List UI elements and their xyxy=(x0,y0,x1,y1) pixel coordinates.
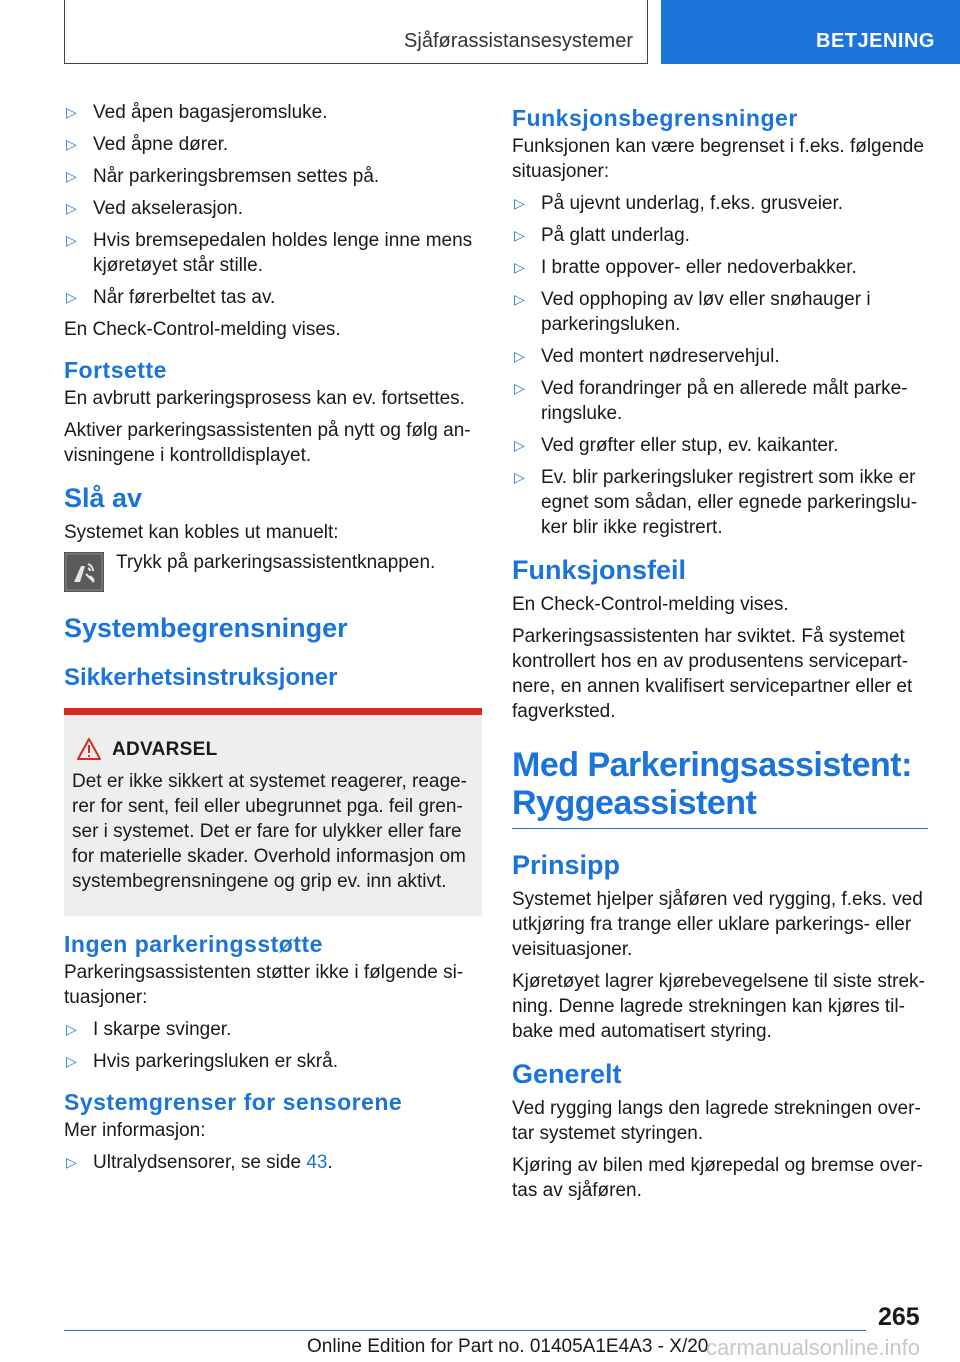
header-chapter-box xyxy=(64,0,648,64)
list-item: ▷ Ved akselerasjon. xyxy=(66,198,243,219)
heading-funksjonsfeil: Funksjonsfeil xyxy=(512,555,687,585)
check-control-text: En Check-Control-melding vises. xyxy=(64,319,341,340)
bullet-triangle-icon: ▷ xyxy=(66,289,77,305)
bullet-triangle-icon: ▷ xyxy=(66,136,77,152)
header-chapter: Sjåførassistansesystemer xyxy=(404,30,633,52)
bullet-triangle-icon: ▷ xyxy=(66,200,77,216)
paragraph: Kjøretøyet lagrer kjørebevegelsene til siste strekning. Denne lagrede strekningen kan kjøres tilbake med automatisert styring. xyxy=(512,971,925,1042)
footer-edition: Online Edition for Part no. 01405A1E4A3 - X/20 xyxy=(307,1336,709,1357)
warning-header xyxy=(72,737,472,763)
paragraph: Kjøring av bilen med kjørepedal og bremse overtas av sjåføren. xyxy=(512,1155,923,1201)
heading-ingen-parkeringsstotte: Ingen parkeringsstøtte xyxy=(64,931,323,957)
heading-generelt: Generelt xyxy=(512,1059,622,1089)
button-instruction-row xyxy=(64,552,482,598)
page-reference-link[interactable]: 43 xyxy=(306,1152,328,1173)
bullet-triangle-icon: ▷ xyxy=(66,104,77,120)
list-item: ▷ Ved åpen bagasjeromsluke. xyxy=(66,102,328,123)
paragraph: Ved rygging langs den lagrede strekningen overtar systemet styringen. xyxy=(512,1098,921,1144)
bullet-list-funkbeg xyxy=(512,191,928,540)
left-column xyxy=(64,100,482,1182)
heading-prinsipp: Prinsipp xyxy=(512,850,621,880)
list-item: ▷ Hvis bremsepedalen holdes lenge inne mens kjøretøyet står stille. xyxy=(66,230,473,276)
warning-label: ADVARSEL xyxy=(112,739,218,760)
warning-text: Det er ikke sikkert at systemet reagerer, reagerer for sent, feil eller ubegrunnet pga. feil grenser i systemet. Det er fare for ulykker eller fare for materielle skader. Overhold informasjon om systembegrensningene og grip ev. inn aktivt. xyxy=(72,771,467,892)
list-item: ▷ På ujevnt underlag, f.eks. grusveier. xyxy=(514,193,844,214)
bullet-list-sensor xyxy=(64,1150,482,1175)
bullet-triangle-icon: ▷ xyxy=(514,469,525,485)
footer-divider xyxy=(64,1330,866,1331)
paragraph: Mer informasjon: xyxy=(64,1120,206,1141)
paragraph: Parkeringsassistenten har sviktet. Få systemet kontrollert hos en av produsentens servicepartnere, en annen kvalifisert servicepartner eller et fagverksted. xyxy=(512,626,913,722)
list-item: ▷ Ved opphoping av løv eller snøhauger i parkeringsluken. xyxy=(514,289,871,335)
button-instruction-text: Trykk på parkeringsassistentknappen. xyxy=(116,552,436,573)
bullet-triangle-icon: ▷ xyxy=(514,227,525,243)
bullet-triangle-icon: ▷ xyxy=(514,259,525,275)
bullet-triangle-icon: ▷ xyxy=(514,380,525,396)
list-item: ▷ Hvis parkeringsluken er skrå. xyxy=(66,1051,338,1072)
list-item: ▷ Når førerbeltet tas av. xyxy=(66,287,276,308)
heading-systemgrenser: Systemgrenser for sensorene xyxy=(64,1089,403,1115)
parking-assistant-button-icon xyxy=(64,552,104,592)
bullet-triangle-icon: ▷ xyxy=(514,348,525,364)
paragraph: Systemet kan kobles ut manuelt: xyxy=(64,522,339,543)
warning-triangle-icon xyxy=(76,737,102,761)
bullet-triangle-icon: ▷ xyxy=(66,1154,77,1170)
heading-sla-av: Slå av xyxy=(64,483,143,513)
list-item: ▷ Ved grøfter eller stup, ev. kaikanter. xyxy=(514,435,839,456)
page-number: 265 xyxy=(878,1303,920,1331)
heading-sikkerhetsinstruksjoner: Sikkerhetsinstruksjoner xyxy=(64,664,338,691)
bullet-list-conditions xyxy=(64,100,482,310)
paragraph: Parkeringsassistenten støtter ikke i følgende situasjoner: xyxy=(64,962,464,1008)
heading-systembegrensninger: Systembegrensninger xyxy=(64,613,348,643)
bullet-triangle-icon: ▷ xyxy=(66,1021,77,1037)
main-section-title: Med Parkeringsassistent: Ryggeassistent xyxy=(512,746,912,822)
paragraph: Funksjonen kan være begrenset i f.eks. følgende situasjoner: xyxy=(512,136,924,182)
right-column xyxy=(512,100,928,1210)
bullet-triangle-icon: ▷ xyxy=(66,232,77,248)
bullet-triangle-icon: ▷ xyxy=(66,1053,77,1069)
list-item: ▷ I skarpe svinger. xyxy=(66,1019,232,1040)
list-item: ▷ Ved forandringer på en allerede målt parkeringsluke. xyxy=(514,378,908,424)
header-section-tab xyxy=(661,0,960,64)
watermark: carmanualsonline.info xyxy=(706,1335,921,1360)
heading-fortsette: Fortsette xyxy=(64,357,167,383)
paragraph: En Check-Control-melding vises. xyxy=(512,594,789,615)
list-item: ▷ I bratte oppover- eller nedoverbakker. xyxy=(514,257,857,278)
title-divider xyxy=(512,828,928,829)
paragraph: Aktiver parkeringsassistenten på nytt og følg anvisningene i kontrolldisplayet. xyxy=(64,420,471,466)
bullet-triangle-icon: ▷ xyxy=(66,168,77,184)
list-item: ▷ Ultralydsensorer, se side 43. xyxy=(66,1152,333,1173)
bullet-triangle-icon: ▷ xyxy=(514,291,525,307)
warning-box xyxy=(64,708,482,916)
bullet-triangle-icon: ▷ xyxy=(514,437,525,453)
list-item: ▷ Ev. blir parkeringsluker registrert som ikke er egnet som sådan, eller egnede parkeringsluker blir ikke registrert. xyxy=(514,467,918,538)
header-section: BETJENING xyxy=(816,30,935,52)
paragraph: Systemet hjelper sjåføren ved rygging, f.eks. ved utkjøring fra trange eller uklare parkerings- eller veisituasjoner. xyxy=(512,889,923,960)
paragraph: En avbrutt parkeringsprosess kan ev. fortsettes. xyxy=(64,388,465,409)
heading-funksjonsbegrensninger: Funksjonsbegrensninger xyxy=(512,105,798,131)
list-item: ▷ Ved åpne dører. xyxy=(66,134,229,155)
bullet-triangle-icon: ▷ xyxy=(514,195,525,211)
list-item: ▷ Ved montert nødreservehjul. xyxy=(514,346,780,367)
list-item: ▷ Når parkeringsbremsen settes på. xyxy=(66,166,380,187)
bullet-list-ingen xyxy=(64,1017,482,1074)
list-item: ▷ På glatt underlag. xyxy=(514,225,690,246)
